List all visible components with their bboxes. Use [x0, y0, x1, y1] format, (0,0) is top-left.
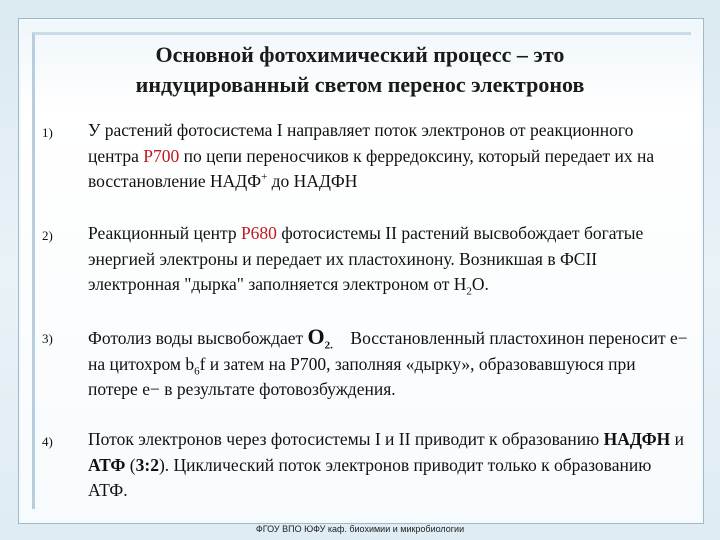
numbered-list: [42, 118, 693, 507]
list-item: [42, 427, 685, 507]
text-run: Поток электронов через фотосистемы I и II приводит к образованию: [88, 429, 604, 449]
list-item-text: [88, 324, 693, 403]
text-run: Фотолиз воды высвобождает: [88, 328, 308, 348]
text-run: и: [670, 429, 685, 449]
text-run: О.: [471, 274, 489, 294]
text-run: ).: [158, 454, 170, 475]
text-run: Циклический поток электронов приводит только к образованию АТФ.: [88, 454, 652, 500]
list-item-text: [88, 221, 688, 298]
list-item-text: [88, 427, 688, 504]
atp-term: АТФ: [88, 454, 126, 475]
subscript-6: 6: [194, 365, 200, 377]
text-run: Реакционный центр: [88, 223, 241, 243]
slide-footer: ФГОУ ВПО ЮФУ каф. биохимии и микробиологии: [255, 524, 465, 534]
nadph-term: НАДФН: [603, 429, 671, 449]
text-run: и затем на P700, заполняя «дырку», образовавшуюся при потере e− в результате фотовозбуждения.: [88, 353, 636, 399]
title-line-2: индуцированный светом перенос электронов: [135, 72, 585, 97]
text-run: фотосистемы II растений высвобождает богатые энергией электроны и передает их пластохинону. Возникшая в ФСII электронная "дырка" заполняется электроном от Н: [88, 223, 644, 294]
text-run: Восстановленный пластохинон переносит e− на цитохром b: [88, 328, 693, 374]
oxygen-subscript: 2.: [324, 339, 333, 352]
p700-label: P700: [143, 145, 180, 166]
oxygen-symbol: О: [307, 324, 325, 349]
subscript-2: 2: [466, 285, 472, 298]
superscript-plus: +: [261, 171, 268, 184]
list-number: 3): [42, 331, 53, 346]
list-number: 2): [42, 228, 53, 243]
title-line-1: Основной фотохимический процесс – это: [155, 42, 565, 67]
text-run: до НАДФН: [267, 171, 358, 191]
list-number: 1): [42, 125, 53, 140]
list-item-text: [88, 118, 688, 195]
list-item: [42, 324, 693, 427]
list-item: [42, 118, 682, 221]
list-number: 4): [42, 434, 53, 449]
p680-label: P680: [240, 223, 277, 243]
text-run: У растений фотосистема I направляет поток электронов от реакционного центра: [88, 120, 634, 166]
text-run: (: [125, 454, 136, 475]
slide-title: [40, 40, 680, 100]
ratio-value: 3:2: [135, 454, 159, 475]
list-item: [42, 221, 682, 324]
cytochrome-f: f: [199, 353, 206, 374]
text-run: по цепи переносчиков к ферредоксину, который передает их на восстановление НАДФ: [88, 145, 655, 191]
